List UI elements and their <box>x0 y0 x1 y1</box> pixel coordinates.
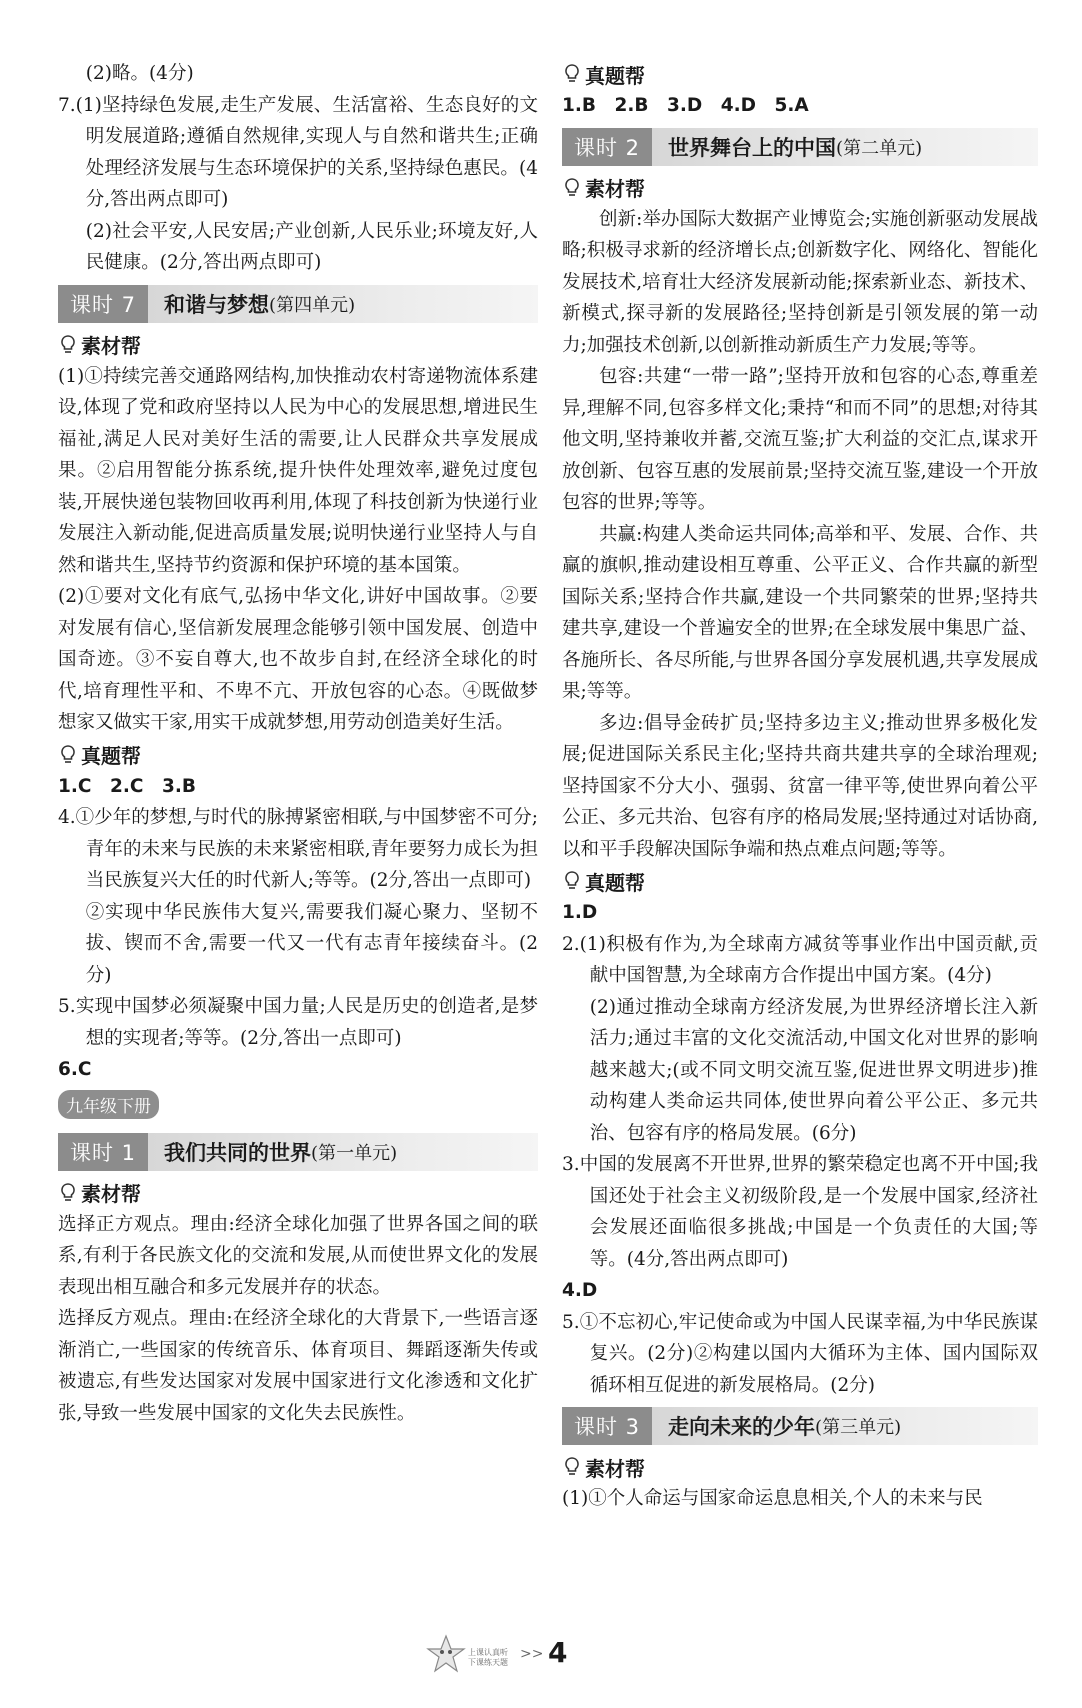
lesson-title: 走向未来的少年 <box>668 1415 816 1439</box>
answer-q4-part1: 4.①少年的梦想,与时代的脉搏紧密相联,与中国梦密不可分;青年的未来与民族的未来紧密相联,青年要努力成长为担当民族复兴大任的时代新人;等等。(2分,答出一点即可) <box>58 807 538 891</box>
section-title: 真题帮 <box>585 870 645 895</box>
lesson-title: 世界舞台上的中国 <box>668 135 837 160</box>
material-paragraph: (1)①持续完善交通路网结构,加快推动农村寄递物流体系建设,体现了党和政府坚持以人民为中心的发展思想,增进民生福祉,满足人民对美好生活的需要,让人民群众共享发展成果。②启用智能分拣系统,提升快件处理效率,避免过度包装,开展快递包装物回收再利用,体现了科技创新为快递行业发展注入新动能,促进高质量发展;说明快递行业坚持人与自然和谐共生,坚持节约资源和保护环境的基本国策。 <box>58 365 538 576</box>
answer-q6: 6.C <box>58 1059 92 1080</box>
lesson-1-header <box>58 1133 538 1171</box>
section-title: 素材帮 <box>81 334 141 358</box>
lesson-7-header <box>58 285 538 323</box>
material-paragraph: 创新:举办国际大数据产业博览会;实施创新驱动发展战略;积极寻求新的经济增长点;创新数字化、网络化、智能化发展技术,培育壮大经济发展新动能;探索新业态、新技术、新模式,探寻新的发展路径;坚持创新是引领发展的第一动力;加强技术创新,以创新推动新质生产力发展;等等。 <box>562 208 1038 356</box>
answer-q2-part1: 2.(1)积极有作为,为全球南方减贫等事业作出中国贡献,贡献中国智慧,为全球南方合作提出中国方案。(4分) <box>562 933 1038 986</box>
lightbulb-icon <box>58 744 78 766</box>
answer-q7-part1: 7.(1)坚持绿色发展,走生产发展、生活富裕、生态良好的文明发展道路;遵循自然规律,实现人与自然和谐共生;正确处理经济发展与生态环境保护的关系,坚持绿色惠民。(4分,答出两点即可) <box>58 94 538 210</box>
section-material <box>562 1451 1038 1483</box>
section-title: 素材帮 <box>585 177 645 201</box>
right-column <box>562 58 1038 1515</box>
page-number: 4 <box>548 1636 568 1669</box>
section-title: 素材帮 <box>81 1182 141 1206</box>
answer-q5: 5.①不忘初心,牢记使命或为中国人民谋幸福,为中华民族谋复兴。(2分)②构建以国内大循环为主体、国内国际双循环相互促进的新发展格局。(2分) <box>562 1311 1038 1396</box>
section-material <box>58 329 538 361</box>
answer-q5: 5.实现中国梦必须凝聚中国力量;人民是历史的创造者,是梦想的实现者;等等。(2分,答出一点即可) <box>58 996 538 1049</box>
lightbulb-icon <box>58 334 78 356</box>
section-material <box>58 1177 538 1209</box>
answer-line: 1.B 2.B 3.D 4.D 5.A <box>562 95 809 116</box>
answer-q4-part2: ②实现中华民族伟大复兴,需要我们凝心聚力、坚韧不拔、锲而不舍,需要一代又一代有志青年接续奋斗。(2分) <box>85 901 538 986</box>
section-material <box>562 172 1038 204</box>
lightbulb-icon <box>562 870 582 892</box>
lesson-tag: 课时 2 <box>562 128 652 166</box>
page-footer <box>0 1634 1082 1684</box>
lesson-unit: (第三单元) <box>815 1417 902 1438</box>
material-paragraph: (2)①要对文化有底气,弘扬中华文化,讲好中国故事。②要对发展有信心,坚信新发展理念能够引领中国发展、创造中国奇迹。③不妄自尊大,也不故步自封,在经济全球化的时代,培育理性平和、不卑不亢、开放包容的心态。④既做梦想家又做实干家,用实干成就梦想,用劳动创造美好生活。 <box>58 586 538 733</box>
grade-badge: 九年级下册 <box>58 1090 159 1119</box>
lesson-unit: (第四单元) <box>269 294 356 316</box>
section-real-questions <box>58 739 538 771</box>
slogan-line: 上课认真听 <box>468 1648 508 1657</box>
lightbulb-icon <box>58 1182 78 1204</box>
answer-line: 1.C 2.C 3.B <box>58 775 196 797</box>
lightbulb-icon <box>562 63 582 85</box>
material-paragraph: 选择反方观点。理由:在经济全球化的大背景下,一些语言逐渐消亡,一些国家的传统音乐、体育项目、舞蹈逐渐失传或被遗忘,有些发达国家对发展中国家进行文化渗透和文化扩张,导致一些发展中国家的文化失去民族性。 <box>58 1308 538 1424</box>
answer-line: 1.D <box>562 902 598 923</box>
material-paragraph: 共赢:构建人类命运共同体;高举和平、发展、合作、共赢的旗帜,推动建设相互尊重、公平正义、合作共赢的新型国际关系;坚持合作共赢,建设一个共同繁荣的世界;坚持共建共享,建设一个普遍安全的世界;在全球发展中集思广益、各施所长、各尽所能,与世界各国分享发展机遇,共享发展成果;等等。 <box>562 523 1038 702</box>
section-title: 素材帮 <box>585 1456 645 1481</box>
footer-slogan <box>468 1648 508 1668</box>
material-paragraph: 包容:共建“一带一路”;坚持开放和包容的心态,尊重差异,理解不同,包容多样文化;秉持“和而不同”的思想;对待其他文明,坚持兼收并蓄,交流互鉴;扩大利益的交汇点,谋求开放创新、包容互惠的发展前景;坚持交流互鉴,建设一个开放包容的世界;等等。 <box>562 366 1038 513</box>
section-title: 真题帮 <box>81 744 141 768</box>
slogan-line: 下课练天题 <box>468 1658 508 1667</box>
lightbulb-icon <box>562 177 582 199</box>
section-title: 真题帮 <box>585 63 645 88</box>
lightbulb-icon <box>562 1456 582 1478</box>
material-paragraph: 多边:倡导金砖扩员;坚持多边主义;推动世界多极化发展;促进国际关系民主化;坚持共商共建共享的全球治理观;坚持国家不分大小、强弱、贫富一律平等,使世界向着公平公正、多元共治、包容有序的格局发展;坚持通过对话协商,以和平手段解决国际争端和热点难点问题;等等。 <box>562 712 1038 860</box>
lesson-unit: (第二单元) <box>836 137 923 159</box>
left-column <box>58 58 538 1429</box>
arrow-icon: >> <box>520 1646 544 1662</box>
lesson-title: 和谐与梦想 <box>164 292 270 317</box>
material-paragraph: 选择正方观点。理由:经济全球化加强了世界各国之间的联系,有利于各民族文化的交流和发展,从而使世界文化的发展表现出相互融合和多元发展并存的状态。 <box>58 1213 538 1298</box>
lesson-unit: (第一单元) <box>311 1142 398 1164</box>
material-paragraph: (1)①个人命运与国家命运息息相关,个人的未来与民 <box>562 1488 983 1509</box>
section-real-questions <box>562 58 1038 90</box>
answer-q3: 3.中国的发展离不开世界,世界的繁荣稳定也离不开中国;我国还处于社会主义初级阶段,是一个发展中国家,经济社会发展还面临很多挑战;中国是一个负责任的大国;等等。(4分,答出两点即可) <box>562 1154 1038 1270</box>
lesson-tag: 课时 1 <box>58 1133 148 1171</box>
lesson-tag: 课时 7 <box>58 285 148 323</box>
lesson-2-header <box>562 128 1038 166</box>
mascot-star-icon <box>426 1634 466 1678</box>
lesson-tag: 课时 3 <box>562 1407 652 1445</box>
section-real-questions <box>562 865 1038 897</box>
lesson-3-header <box>562 1407 1038 1445</box>
answer-q4: 4.D <box>562 1280 598 1301</box>
lesson-title: 我们共同的世界 <box>164 1140 312 1165</box>
answer-q7-part2: (2)社会平安,人民安居;产业创新,人民乐业;环境友好,人民健康。(2分,答出两点即可) <box>85 220 538 273</box>
answer-line: (2)略。(4分) <box>85 63 194 84</box>
answer-q2-part2: (2)通过推动全球南方经济发展,为世界经济增长注入新活力;通过丰富的文化交流活动,中国文化对世界的影响越来越大;(或不同文明交流互鉴,促进世界文明进步)推动构建人类命运共同体,使世界向着公平公正、多元共治、包容有序的格局发展。(6分) <box>589 996 1038 1144</box>
